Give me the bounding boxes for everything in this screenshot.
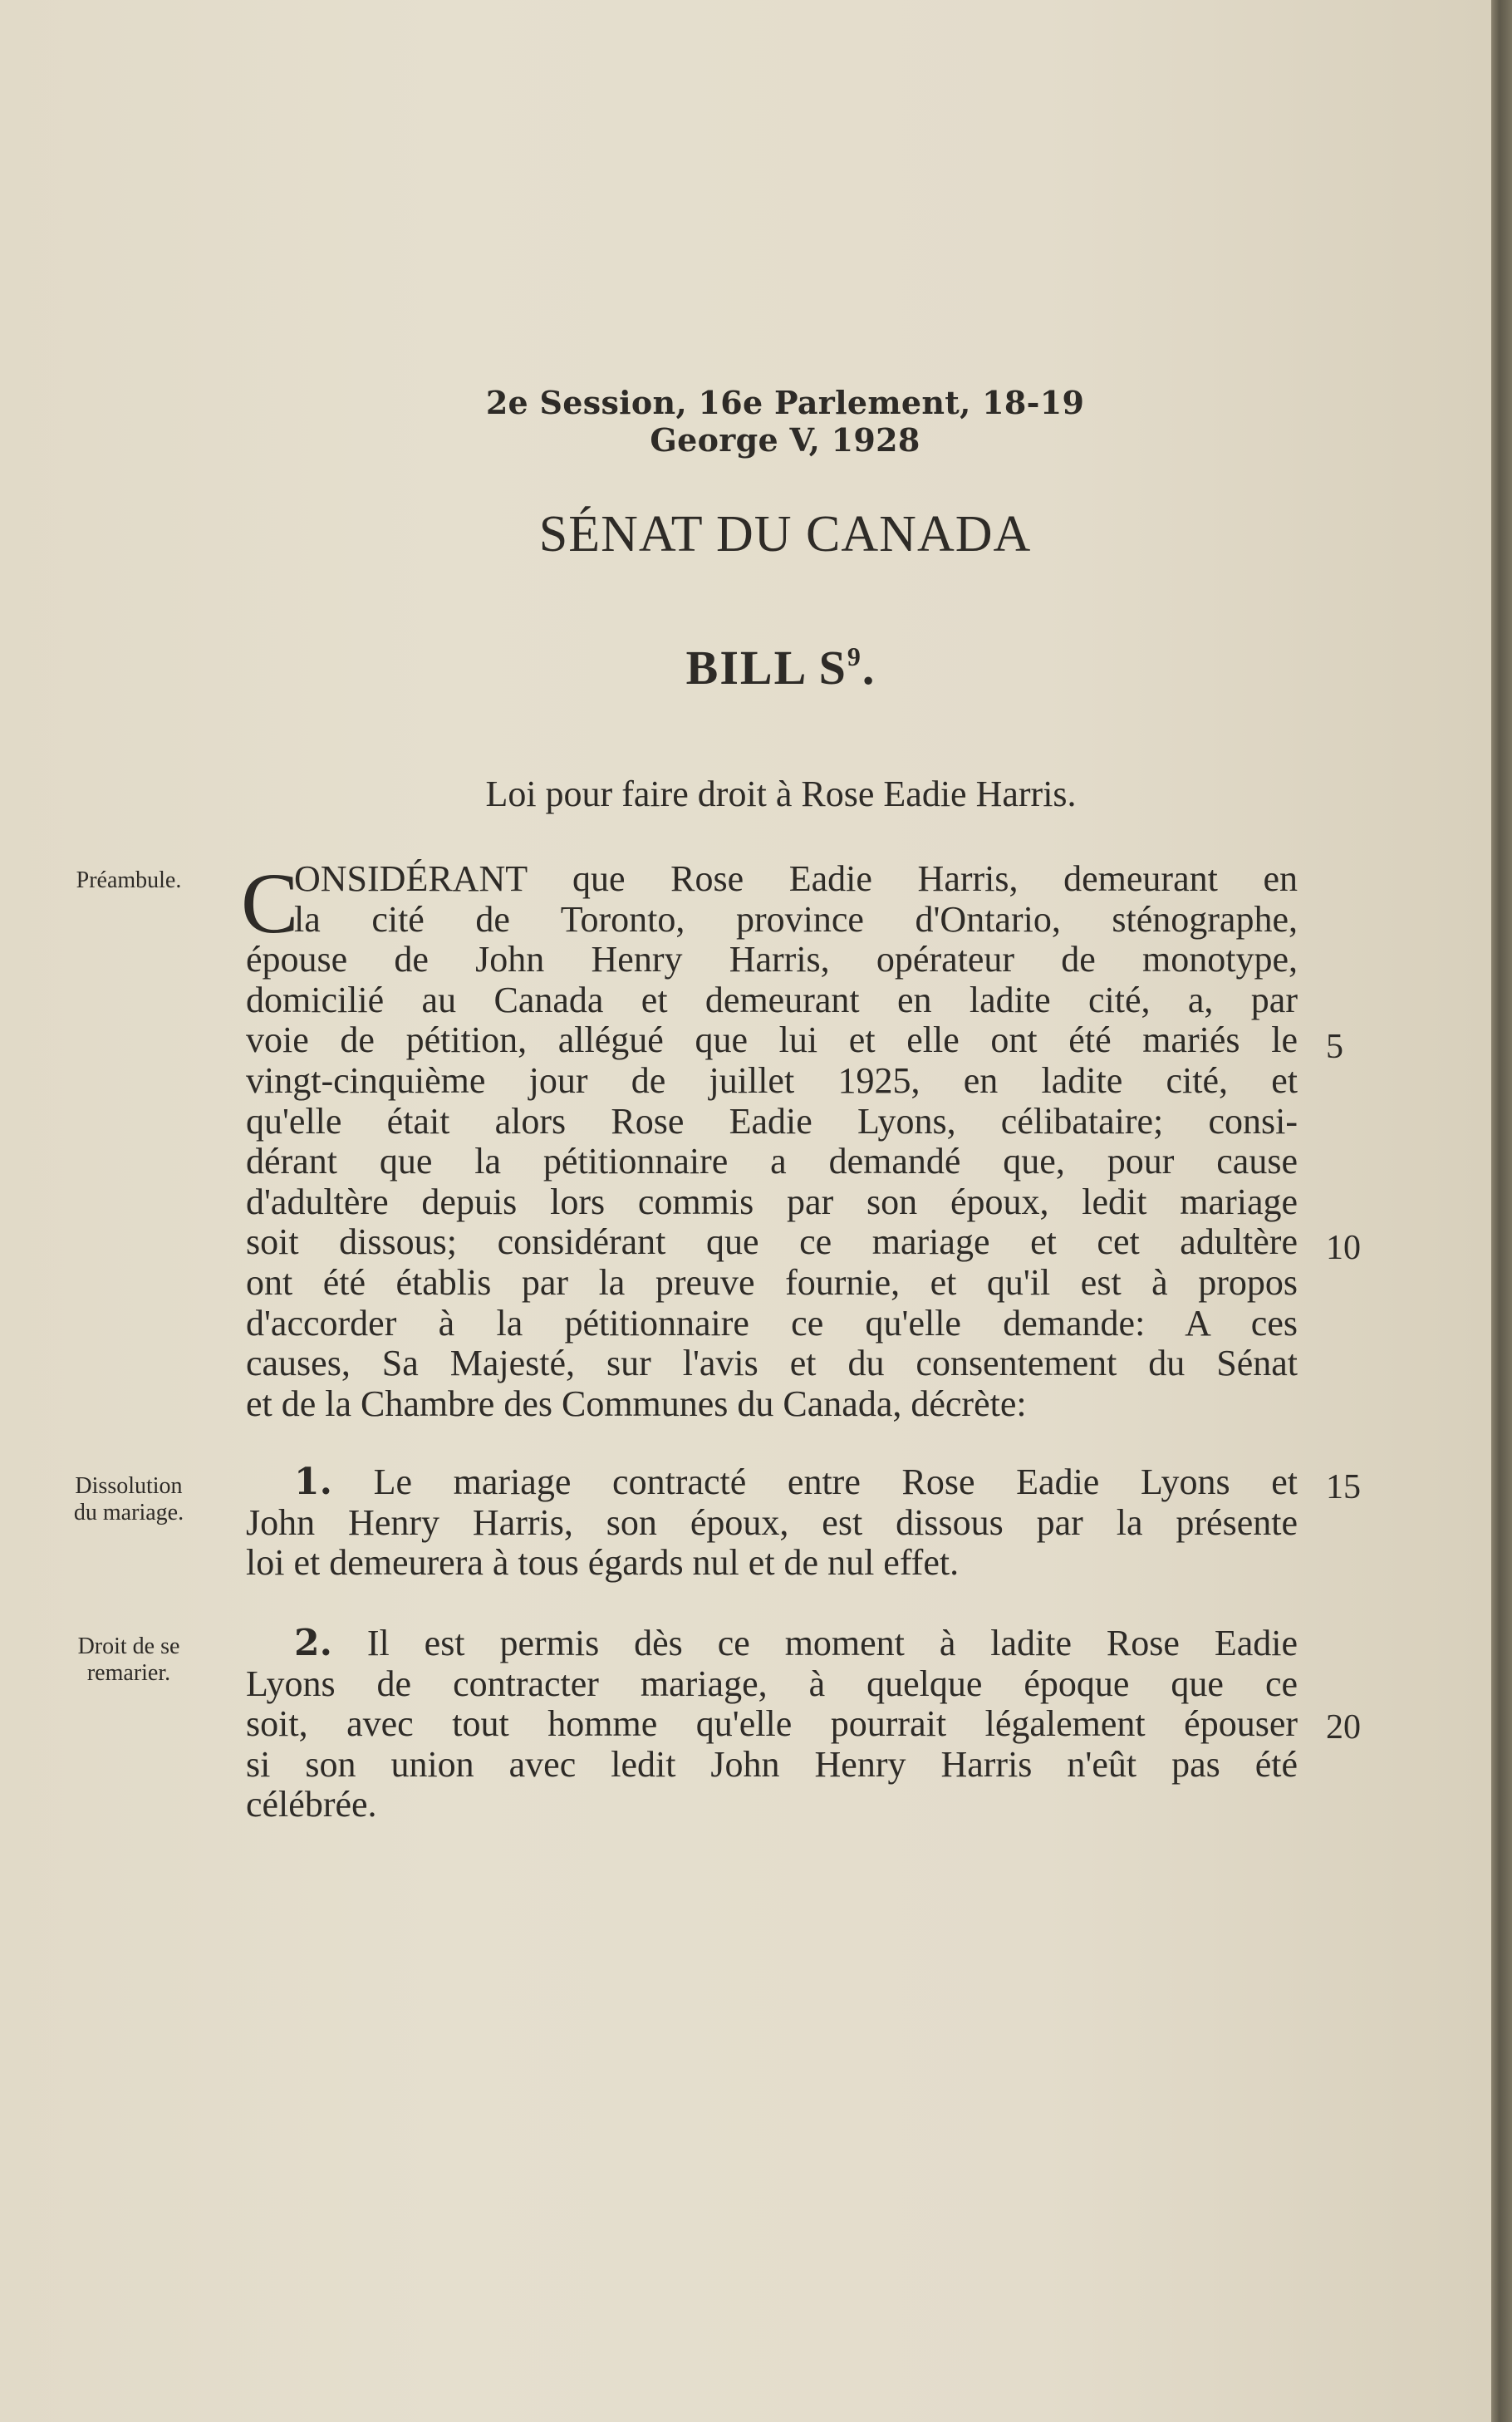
margin-note-dissolution: [42, 1473, 216, 1526]
text-line: John Henry Harris, son époux, est dissous par la présente: [246, 1501, 1298, 1543]
text-line: qu'elle était alors Rose Eadie Lyons, célibataire; consi-: [246, 1100, 1298, 1142]
margin-note-line: du mariage.: [73, 1500, 184, 1525]
text-line: si son union avec ledit John Henry Harris n'eût pas été: [246, 1743, 1298, 1785]
text-line: [246, 1624, 1298, 1664]
bill-superscript: 9: [847, 641, 862, 671]
line-number: 20: [1326, 1708, 1361, 1746]
text-line: [246, 1462, 1298, 1503]
section-number: 1.: [294, 1461, 332, 1503]
text-line: et de la Chambre des Communes du Canada, décrète:: [246, 1383, 1027, 1424]
text-line: dérant que la pétitionnaire a demandé que, pour cause: [246, 1141, 1298, 1182]
bill-number: [582, 640, 980, 695]
section-text: Le mariage contracté entre Rose Eadie Lyons et: [373, 1462, 1298, 1502]
text-line: ONSIDÉRANT que Rose Eadie Harris, demeurant en: [294, 858, 1298, 899]
line-number: 5: [1326, 1028, 1343, 1066]
text-line: voie de pétition, allégué que lui et elle ont été mariés le: [246, 1019, 1298, 1061]
margin-note-line: remarier.: [86, 1660, 171, 1686]
line-number: 10: [1326, 1229, 1361, 1267]
text-line: causes, Sa Majesté, sur l'avis et du consentement du Sénat: [246, 1343, 1298, 1384]
section-text: Il est permis dès ce moment à ladite Rose Eadie: [366, 1623, 1298, 1663]
preamble-paragraph: [241, 856, 1298, 1424]
text-line: soit dissous; considérant que ce mariage et cet adultère: [246, 1221, 1298, 1263]
page-title: SÉNAT DU CANADA: [538, 506, 1032, 563]
text-line: vingt-cinquième jour de juillet 1925, en ladite cité, et: [246, 1059, 1298, 1101]
dropcap-letter: C: [241, 856, 299, 951]
text-line: épouse de John Henry Harris, opérateur de monotype,: [246, 939, 1298, 980]
text-line: ont été établis par la preuve fournie, et qu'il est à propos: [246, 1261, 1298, 1303]
section-1-paragraph: [246, 1462, 1298, 1584]
text-line: d'adultère depuis lors commis par son époux, ledit mariage: [246, 1181, 1298, 1222]
text-line: d'accorder à la pétitionnaire ce qu'elle demande: A ces: [246, 1302, 1298, 1344]
session-header: 2e Session, 16e Parlement, 18-19 George V, 1928: [485, 384, 1085, 459]
margin-note-preamble: Préambule.: [76, 867, 182, 893]
text-line: soit, avec tout homme qu'elle pourrait légalement épouser: [246, 1703, 1298, 1745]
bill-subtitle: Loi pour faire droit à Rose Eadie Harris.: [485, 774, 1077, 814]
margin-note-remarry: [42, 1633, 216, 1687]
section-number: 2.: [294, 1622, 332, 1664]
margin-note-line: Droit de se: [77, 1633, 180, 1659]
text-line: Lyons de contracter mariage, à quelque époque que ce: [246, 1663, 1298, 1704]
bill-period: .: [862, 641, 876, 695]
section-2-paragraph: [246, 1624, 1298, 1825]
margin-note-line: Dissolution: [75, 1473, 183, 1499]
page-edge-shadow: [1491, 0, 1512, 2422]
bill-label: BILL S: [685, 641, 847, 695]
text-line: domicilié au Canada et demeurant en ladite cité, a, par: [246, 979, 1298, 1020]
line-number: 15: [1326, 1468, 1361, 1506]
text-line: loi et demeurera à tous égards nul et de nul effet.: [246, 1542, 960, 1584]
text-line: célébrée.: [246, 1784, 377, 1825]
text-line: la cité de Toronto, province d'Ontario, sténographe,: [294, 898, 1298, 940]
